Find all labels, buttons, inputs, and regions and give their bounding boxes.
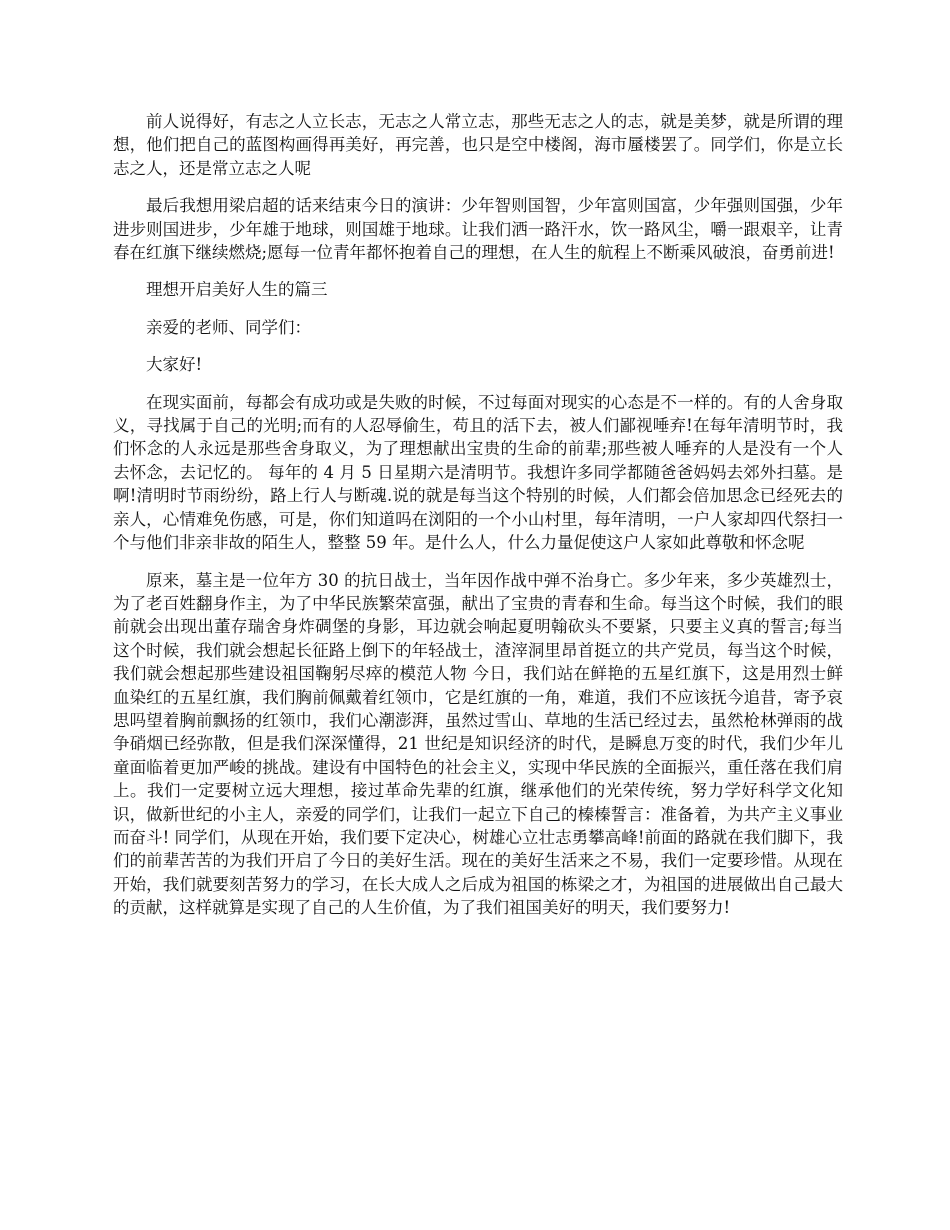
- paragraph-closing-liang-qichao: 最后我想用梁启超的话来结束今日的演讲：少年智则国智，少年富则国富，少年强则国强，少年进步则国进步，少年雄于地球，则国雄于地球。让我们洒一路汗水，饮一路风尘，嚼一跟艰辛，让青春在红旗下继续燃烧;愿每一位青年都怀抱着自己的理想，在人生的航程上不断乘风破浪，奋勇前进!: [113, 196, 843, 263]
- greeting: 大家好!: [146, 355, 203, 375]
- paragraph-martyr-story: 原来，墓主是一位年方 30 的抗日战士，当年因作战中弹不治身亡。多少年来，多少英雄烈士，为了老百姓翻身作主，为了中华民族繁荣富强，献出了宝贵的青春和生命。每当这个时候，我们的眼前就会出现出董存瑞舍身炸碉堡的身影，耳边就会响起夏明翰砍头不要紧，只要主义真的誓言;每当这个时候，我们就会想起长征路上倒下的年轻战士，渣滓洞里昂首挺立的共产党员，每当这个时候，我们就会想起那些建设祖国鞠躬尽瘁的模范人物 今日，我们站在鲜艳的五星红旗下，这是用烈士鲜血染红的五星红旗，我们胸前佩戴着红领巾，它是红旗的一角，难道，我们不应该抚今追昔，寄予哀思吗望着胸前飘扬的红领巾，我们心潮澎湃，虽然过雪山、草地的生活已经过去，虽然枪林弹雨的战争硝烟已经弥散，但是我们深深懂得，21 世纪是知识经济的时代，是瞬息万变的时代，我们少年儿童面临着更加严峻的挑战。建设有中国特色的社会主义，实现中华民族的全面振兴，重任落在我们肩上。我们一定要树立远大理想，接过革命先辈的红旗，继承他们的光荣传统，努力学好科学文化知识，做新世纪的小主人，亲爱的同学们，让我们一起立下自己的榛榛誓言：准备着，为共产主义事业而奋斗! 同学们，从现在开始，我们要下定决心，树雄心立壮志勇攀高峰!前面的路就在我们脚下，我们的前辈苦苦的为我们开启了今日的美好生活。现在的美好生活来之不易，我们一定要珍惜。从现在开始，我们就要刻苦努力的学习，在长大成人之后成为祖国的栋梁之才，为祖国的进展做出自己最大的贡献，这样就算是实现了自己的人生价值，为了我们祖国美好的明天，我们要努力!: [113, 570, 843, 918]
- section-heading: 理想开启美好人生的篇三: [146, 280, 328, 300]
- paragraph-qingming: 在现实面前，每都会有成功或是失败的时候，不过每面对现实的心态是不一样的。有的人舍身取义，寻找属于自己的光明;而有的人忍辱偷生，苟且的活下去，被人们鄙视唾弃!在每年清明节时，我们怀念的人永远是那些舍身取义，为了理想献出宝贵的生命的前辈;那些被人唾弃的人是没有一个人去怀念，去记忆的。 每年的 4 月 5 日星期六是清明节。我想许多同学都随爸爸妈妈去郊外扫墓。是啊!清明时节雨纷纷，路上行人与断魂.说的就是每当这个特别的时候，人们都会倍加思念已经死去的亲人，心情难免伤感，可是，你们知道吗在浏阳的一个小山村里，每年清明，一户人家却四代祭扫一个与他们非亲非故的陌生人，整整 59 年。是什么人，什么力量促使这户人家如此尊敬和怀念呢: [113, 392, 843, 553]
- paragraph-ambition-quote: 前人说得好，有志之人立长志，无志之人常立志，那些无志之人的志，就是美梦，就是所谓的理想，他们把自己的蓝图构画得再美好，再完善，也只是空中楼阁，海市蜃楼罢了。同学们，你是立长志之人，还是常立志之人呢: [113, 112, 843, 178]
- document-body: [113, 110, 843, 934]
- salutation: 亲爱的老师、同学们：: [146, 317, 311, 337]
